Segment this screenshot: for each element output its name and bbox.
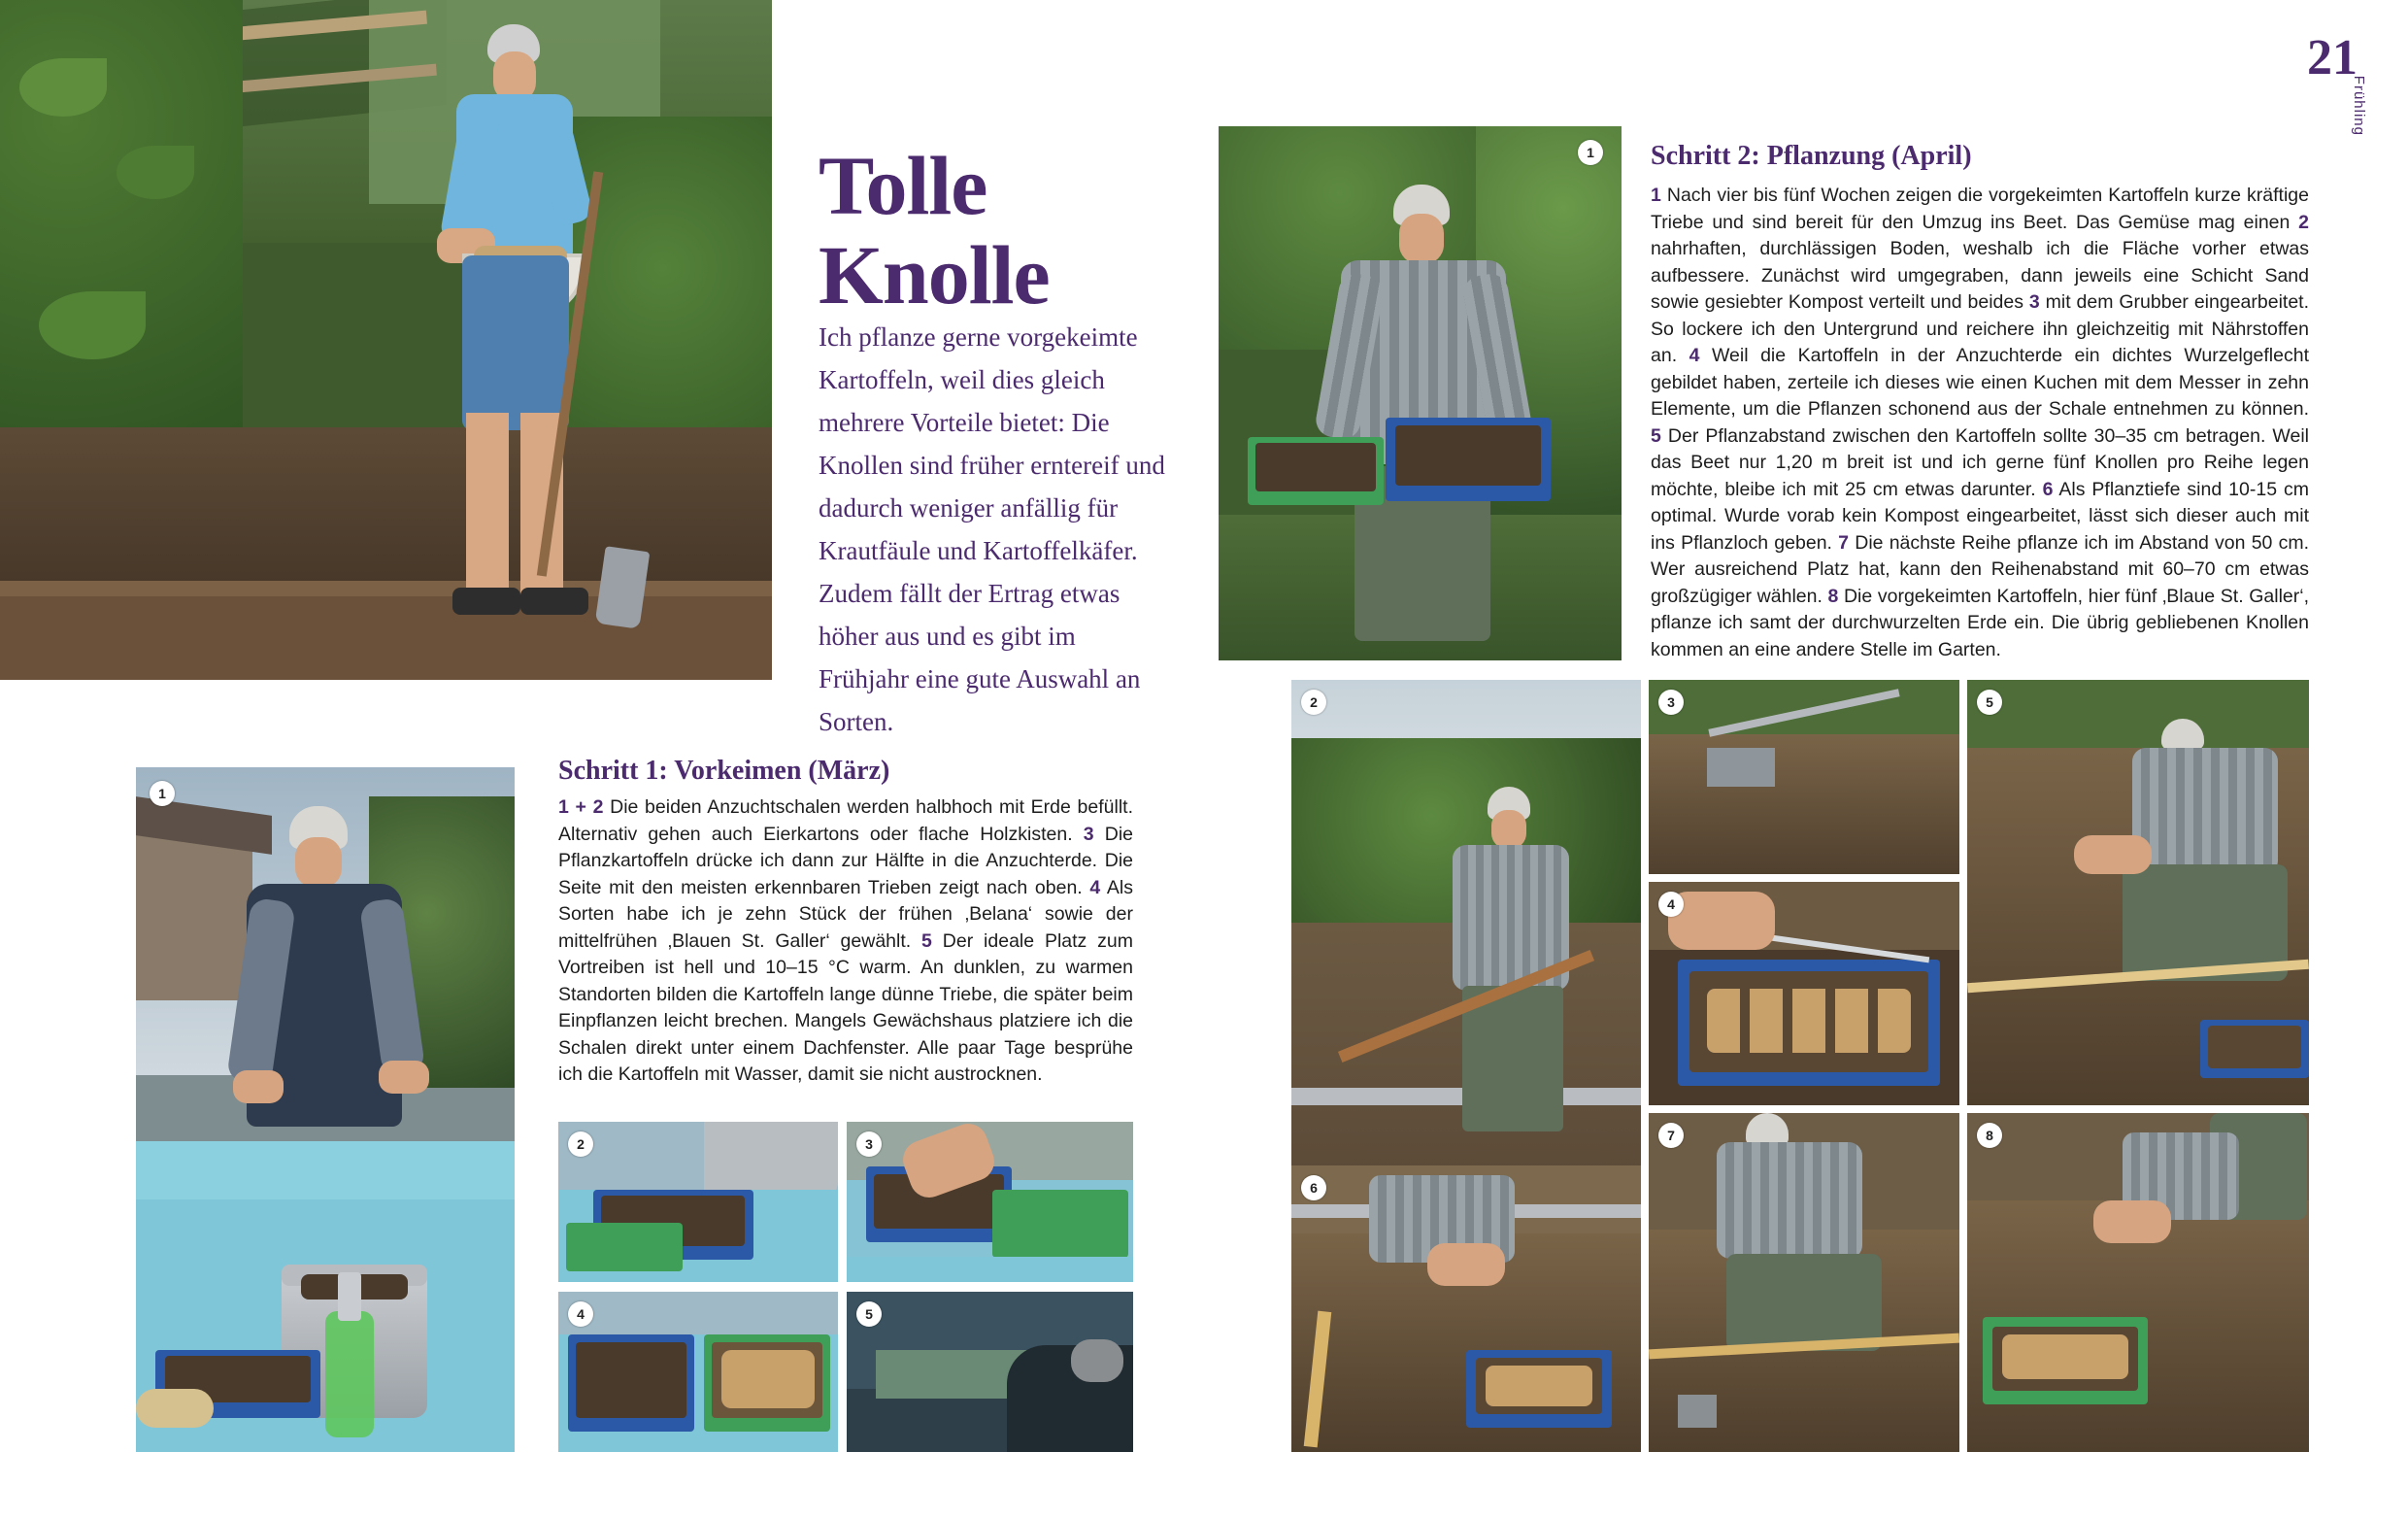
photo-grid-8 — [1967, 1113, 2309, 1452]
page-number: 21 — [2307, 30, 2358, 85]
photo-badge: 7 — [1658, 1123, 1684, 1148]
spade-blade — [595, 546, 651, 629]
gardener-figure — [1707, 1113, 1901, 1356]
cultivator-tines — [1707, 748, 1775, 787]
background — [558, 1292, 838, 1334]
photo-step2-4 — [1649, 882, 1959, 1105]
face — [1399, 214, 1444, 264]
photo-badge: 1 — [150, 781, 175, 806]
hair — [2161, 719, 2204, 750]
soil — [1649, 734, 1959, 874]
photo-badge: 8 — [1977, 1123, 2002, 1148]
lede-paragraph: Ich pflanze gerne vorgekeimte Kartoffeln, weil dies gleich mehrere Vorteile bietet: Die Knollen sind früher erntereif und dadurch weniger anfällig für Krautfäule und Kartoffelkäfer. Zudem fällt der Ertrag etwas höher aus und es gibt im Frühjahr eine gute Auswahl an Sorten. — [819, 322, 1165, 736]
shoe-right — [520, 588, 588, 615]
plaid-shirt — [1717, 1142, 1862, 1259]
photo-badge: 3 — [1658, 690, 1684, 715]
face — [295, 837, 342, 888]
page-title-line1: Tolle — [819, 139, 987, 232]
face — [1491, 810, 1526, 849]
gardener-figure — [427, 24, 651, 626]
spray-nozzle — [338, 1272, 361, 1321]
photo-step2-1 — [1219, 126, 1622, 660]
potatoes-on-table — [136, 1389, 214, 1428]
plaid-shirt — [2132, 748, 2278, 874]
bed-frame-edge — [0, 581, 772, 596]
metal-bucket — [704, 1122, 838, 1199]
gardener-figure — [233, 806, 456, 1311]
table-cloth — [847, 1257, 1133, 1282]
hand — [1427, 1243, 1505, 1286]
gardener-figure — [2093, 1113, 2309, 1327]
page-gutter — [1203, 0, 1205, 1519]
trousers — [1726, 1254, 1882, 1351]
seed-tray-green — [566, 1223, 683, 1271]
hand — [1668, 892, 1775, 950]
jeans — [462, 255, 569, 430]
hand — [2074, 835, 2152, 874]
gardener-figure — [2074, 719, 2297, 1039]
photo-badge: 2 — [568, 1131, 593, 1157]
photo-step2-3 — [1649, 680, 1959, 874]
gardener-figure — [1437, 787, 1612, 1195]
tray-soil — [1395, 425, 1541, 486]
section-label: Frühling — [2351, 75, 2367, 136]
photo-step1-4 — [558, 1292, 838, 1452]
plants — [1649, 680, 1959, 734]
photo-step1-1 — [136, 767, 515, 1452]
step2-body: 1 Nach vier bis fünf Wochen zeigen die vorgekeimten Kartoffeln kurze kräftige Triebe und sind bereit für den Umzug ins Beet. Das Gemüse mag einen 2 nahrhaften, durchlässigen Boden, weshalb ich die Fläche vorher etwas aufbessere. Zunächst wird umgegraben, dann jeweils eine Schicht Sand sowie gesiebter Kompost verteilt und beides 3 mit dem Grubber eingearbeitet. So lockere ich den Untergrund und reichere ihn gleichzeitig mit Nährstoffen an. 4 Weil die Kartoffeln in der Anzuchterde ein dichtes Wurzelgeflecht gebildet haben, zerteile ich dieses wie einen Kuchen mit dem Messer in zehn Elemente, um die Pflanzen schonend aus der Schale entnehmen zu können. 5 Der Pflanzabstand zwischen den Kartoffeln sollte 30–35 cm betragen. Weil das Beet nur 1,20 m breit ist und ich gerne fünf Knollen pro Reihe legen möchte, bleibe ich mit 25 cm etwas darunter. 6 Als Pflanztiefe sind 10-15 cm optimal. Wurde vorab kein Kompost eingearbeitet, lässt sich dieser auch mit ins Pflanzloch geben. 7 Die nächste Reihe pflanze ich im Abstand von 50 cm. Wer ausreichend Platz hat, kann den Reihenabstand mit 60–70 cm etwas großzügiger wählen. 8 Die vorgekeimten Kartoffeln, hier fünf ‚Blaue St. Galler‘, pflanze ich samt der durchwurzelten Erde ein. Die übrig gebliebenen Knollen kommen an eine andere Stelle im Garten. — [1651, 185, 2310, 660]
leg-left — [466, 413, 509, 597]
hand — [2093, 1200, 2171, 1243]
potatoes — [721, 1350, 815, 1408]
photo-badge: 5 — [856, 1301, 882, 1327]
head — [1071, 1339, 1123, 1382]
hair — [1746, 1113, 1789, 1146]
photo-hero — [0, 0, 772, 680]
tray-soil — [1255, 443, 1376, 491]
potatoes — [2002, 1334, 2128, 1379]
photo-step1-2 — [558, 1122, 838, 1282]
leaf — [19, 58, 107, 117]
potatoes — [1486, 1366, 1592, 1406]
gardener-hands — [1330, 1175, 1544, 1321]
photo-step1-5 — [847, 1292, 1133, 1452]
step1-heading: Schritt 1: Vorkeimen (März) — [558, 756, 890, 786]
photo-badge: 4 — [568, 1301, 593, 1327]
photo-badge: 6 — [1301, 1175, 1326, 1200]
photo-step1-3 — [847, 1122, 1133, 1282]
bed-frame — [0, 592, 772, 680]
page-title-line2: Knolle — [819, 228, 1050, 321]
shoe-left — [452, 588, 520, 615]
tray-soil — [2208, 1026, 2301, 1068]
trowel — [1678, 1395, 1717, 1428]
step2-heading: Schritt 2: Pflanzung (April) — [1651, 141, 1972, 171]
photo-badge: 3 — [856, 1131, 882, 1157]
photo-badge: 4 — [1658, 892, 1684, 917]
hand-left — [233, 1070, 284, 1103]
tray-soil — [576, 1342, 686, 1418]
leaf — [117, 146, 194, 199]
photo-step2-5 — [1967, 680, 2309, 1105]
spray-bottle — [325, 1311, 374, 1437]
leaf — [39, 291, 146, 359]
photo-badge: 1 — [1578, 140, 1603, 165]
hand-right — [379, 1061, 429, 1094]
step1-body: 1 + 2 Die beiden Anzuchtschalen werden halbhoch mit Erde befüllt. Alternativ gehen auch Eierkartons oder flache Holzkisten. 3 Die Pflanzkartoffeln drücke ich dann zur Hälfte in die Anzuchterde. Die Seite mit den meisten erkennbaren Trieben zeigt nach oben. 4 Als Sorten habe ich je zehn Stück der frühen ‚Belana‘ sowie der mittelfrühen ‚Blauen St. Galler‘ gewählt. 5 Der ideale Platz zum Vortreiben ist hell und 10–15 °C warm. An dunklen, zu warmen Standorten bilden die Kartoffeln lange dünne Triebe, die später beim Einpflanzen leicht brechen. Mangels Gewächshaus platziere ich die Schalen direkt unter einem Dachfenster. Alle paar Tage besprühe ich die Kartoffeln mit Wasser, damit sie nicht austrocknen. — [558, 796, 1133, 1085]
potatoes-row — [1707, 989, 1911, 1053]
seed-tray-green — [992, 1190, 1128, 1258]
photo-grid-6 — [1291, 1165, 1641, 1452]
photo-grid-7 — [1649, 1113, 1959, 1452]
photo-badge: 5 — [1977, 690, 2002, 715]
photo-badge: 2 — [1301, 690, 1326, 715]
